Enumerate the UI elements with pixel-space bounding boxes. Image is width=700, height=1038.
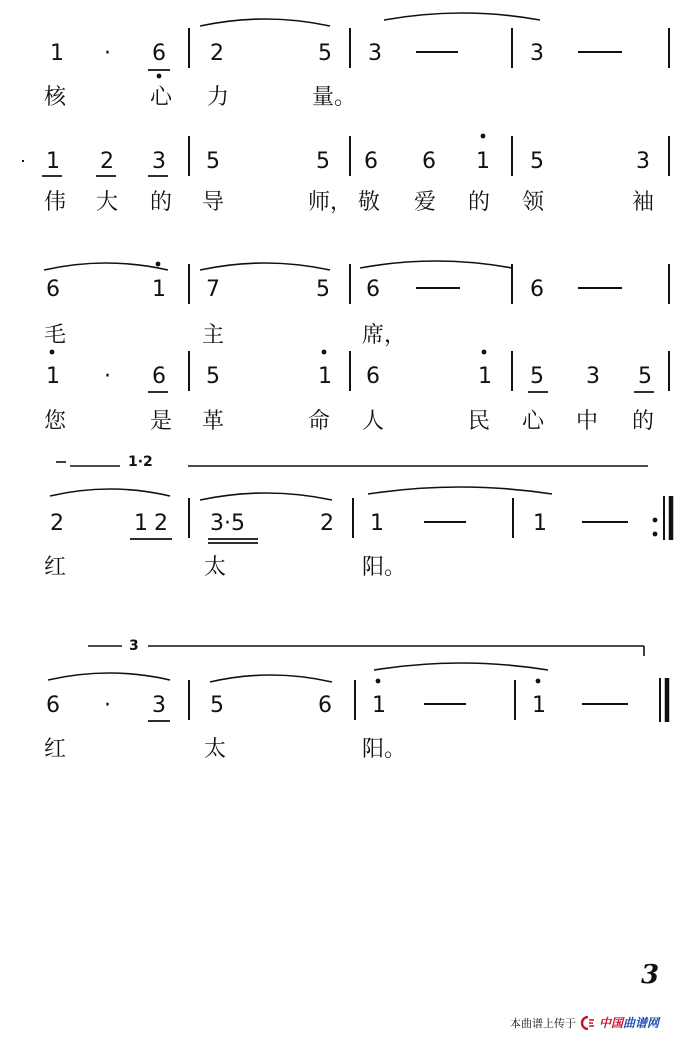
octave-dot bbox=[50, 350, 55, 355]
lyric-row bbox=[44, 555, 406, 580]
lyric: 袖 bbox=[632, 190, 655, 215]
note-row bbox=[46, 693, 546, 718]
slur bbox=[200, 263, 330, 270]
lyric: 革 bbox=[202, 409, 225, 434]
page-number: 3 bbox=[641, 960, 660, 990]
lyric: 阳。 bbox=[362, 555, 407, 580]
site-name-red: 中国 bbox=[599, 1016, 624, 1030]
note: 1 bbox=[372, 693, 386, 718]
slur bbox=[210, 675, 332, 682]
lyric: 师， bbox=[308, 190, 353, 215]
note: 1 bbox=[476, 149, 490, 174]
note: 3 bbox=[530, 41, 544, 66]
note: 1 bbox=[478, 364, 492, 389]
dot-rhythm: · bbox=[104, 693, 111, 718]
octave-dot bbox=[157, 74, 162, 79]
octave-dot bbox=[653, 532, 658, 537]
lyric: 的 bbox=[468, 190, 491, 215]
slur bbox=[384, 13, 540, 20]
footer-text: 本曲谱上传于 bbox=[510, 1016, 576, 1030]
note: 3 bbox=[636, 149, 650, 174]
lyric: 敬 bbox=[358, 190, 381, 215]
lyric: 红 bbox=[44, 737, 67, 762]
note: 6 bbox=[318, 693, 332, 718]
note: 5 bbox=[530, 364, 544, 389]
site-name bbox=[599, 1014, 659, 1031]
lyric: 领 bbox=[522, 190, 545, 215]
lyric-row bbox=[44, 409, 654, 434]
lyric: 心 bbox=[522, 409, 545, 434]
lyric: 导 bbox=[202, 190, 225, 215]
note: 3 bbox=[586, 364, 600, 389]
note: 6 bbox=[422, 149, 436, 174]
lyric: 太 bbox=[204, 555, 227, 580]
note: 2 bbox=[100, 149, 114, 174]
note: 1 bbox=[318, 364, 332, 389]
note: 5 bbox=[316, 277, 330, 302]
note: 3 bbox=[368, 41, 382, 66]
system-1 bbox=[44, 41, 544, 110]
note: 1 bbox=[533, 511, 547, 536]
note: 3 bbox=[152, 149, 166, 174]
lyric: 毛 bbox=[44, 323, 67, 348]
note: 6 bbox=[366, 364, 380, 389]
note-row bbox=[50, 41, 544, 66]
system-3 bbox=[44, 277, 544, 348]
note: 6 bbox=[364, 149, 378, 174]
system-6 bbox=[44, 638, 546, 762]
note: 5 bbox=[206, 149, 220, 174]
note: 3 bbox=[152, 693, 166, 718]
lyric: 中 bbox=[576, 409, 599, 434]
lyric-row bbox=[44, 190, 654, 215]
site-logo-icon bbox=[580, 1016, 596, 1030]
slur bbox=[48, 673, 170, 680]
lyric: 主 bbox=[202, 323, 225, 348]
octave-dot bbox=[653, 518, 658, 523]
note: 1 bbox=[532, 693, 546, 718]
note: 2 bbox=[210, 41, 224, 66]
note: 6 bbox=[366, 277, 380, 302]
note: 6 bbox=[152, 41, 166, 66]
note-row bbox=[46, 149, 650, 174]
slur bbox=[374, 663, 548, 670]
lyric: 您 bbox=[44, 409, 67, 434]
dot-rhythm: · bbox=[104, 41, 111, 66]
lyric: 力 bbox=[207, 85, 230, 110]
lyric: 席， bbox=[362, 323, 407, 348]
note: 6 bbox=[152, 364, 166, 389]
lyric-row bbox=[44, 737, 406, 762]
lyric: 红 bbox=[44, 555, 67, 580]
note: 5 bbox=[530, 149, 544, 174]
lyric: 核 bbox=[44, 85, 67, 110]
note-row bbox=[46, 277, 544, 302]
lyric: 伟 bbox=[44, 190, 67, 215]
lyric: 太 bbox=[204, 737, 227, 762]
lyric: 阳。 bbox=[362, 737, 407, 762]
slur bbox=[368, 487, 552, 494]
note: 6 bbox=[46, 277, 60, 302]
note: 7 bbox=[206, 277, 220, 302]
slur bbox=[360, 261, 512, 268]
note: 1 bbox=[46, 364, 60, 389]
note-row bbox=[50, 511, 547, 536]
lyric: 大 bbox=[96, 190, 119, 215]
octave-dot bbox=[481, 134, 486, 139]
note: 5 bbox=[638, 364, 652, 389]
octave-dot bbox=[322, 350, 327, 355]
volta-label: 1·2 bbox=[128, 454, 153, 470]
note: 1 bbox=[50, 41, 64, 66]
lyric: 的 bbox=[150, 190, 173, 215]
slur bbox=[200, 493, 332, 500]
slur bbox=[200, 19, 330, 26]
note: 6 bbox=[46, 693, 60, 718]
slur bbox=[44, 263, 168, 270]
note: 5 bbox=[210, 693, 224, 718]
note: 5 bbox=[316, 149, 330, 174]
note: 1 bbox=[370, 511, 384, 536]
lyric: 是 bbox=[150, 409, 173, 434]
lyric: 人 bbox=[362, 409, 385, 434]
dot-rhythm: · bbox=[104, 364, 111, 389]
note: 1 bbox=[46, 149, 60, 174]
note: 2 bbox=[50, 511, 64, 536]
lyric-row bbox=[44, 323, 406, 348]
site-name-blue: 曲谱网 bbox=[623, 1016, 660, 1030]
system-5 bbox=[44, 454, 547, 580]
octave-dot bbox=[376, 679, 381, 684]
note: 2 bbox=[154, 511, 168, 536]
lyric: 的 bbox=[632, 409, 655, 434]
lyric: 命 bbox=[308, 409, 331, 434]
note: 1 bbox=[152, 277, 166, 302]
lyric: 爱 bbox=[414, 190, 437, 215]
lyric: 民 bbox=[468, 409, 491, 434]
note: 5 bbox=[206, 364, 220, 389]
octave-dot bbox=[156, 262, 161, 267]
volta-label: 3 bbox=[129, 638, 139, 654]
lyric: 量。 bbox=[312, 85, 357, 110]
note: 2 bbox=[320, 511, 334, 536]
note: 5 bbox=[318, 41, 332, 66]
note: 6 bbox=[530, 277, 544, 302]
lyric: 心 bbox=[150, 85, 173, 110]
octave-dot bbox=[536, 679, 541, 684]
notation-marks bbox=[22, 13, 671, 722]
note: 1 bbox=[134, 511, 148, 536]
lyric-row bbox=[44, 85, 356, 110]
octave-dot bbox=[482, 350, 487, 355]
slur bbox=[50, 489, 170, 496]
footer-credit bbox=[510, 1014, 659, 1031]
note: 3·5 bbox=[210, 511, 245, 536]
